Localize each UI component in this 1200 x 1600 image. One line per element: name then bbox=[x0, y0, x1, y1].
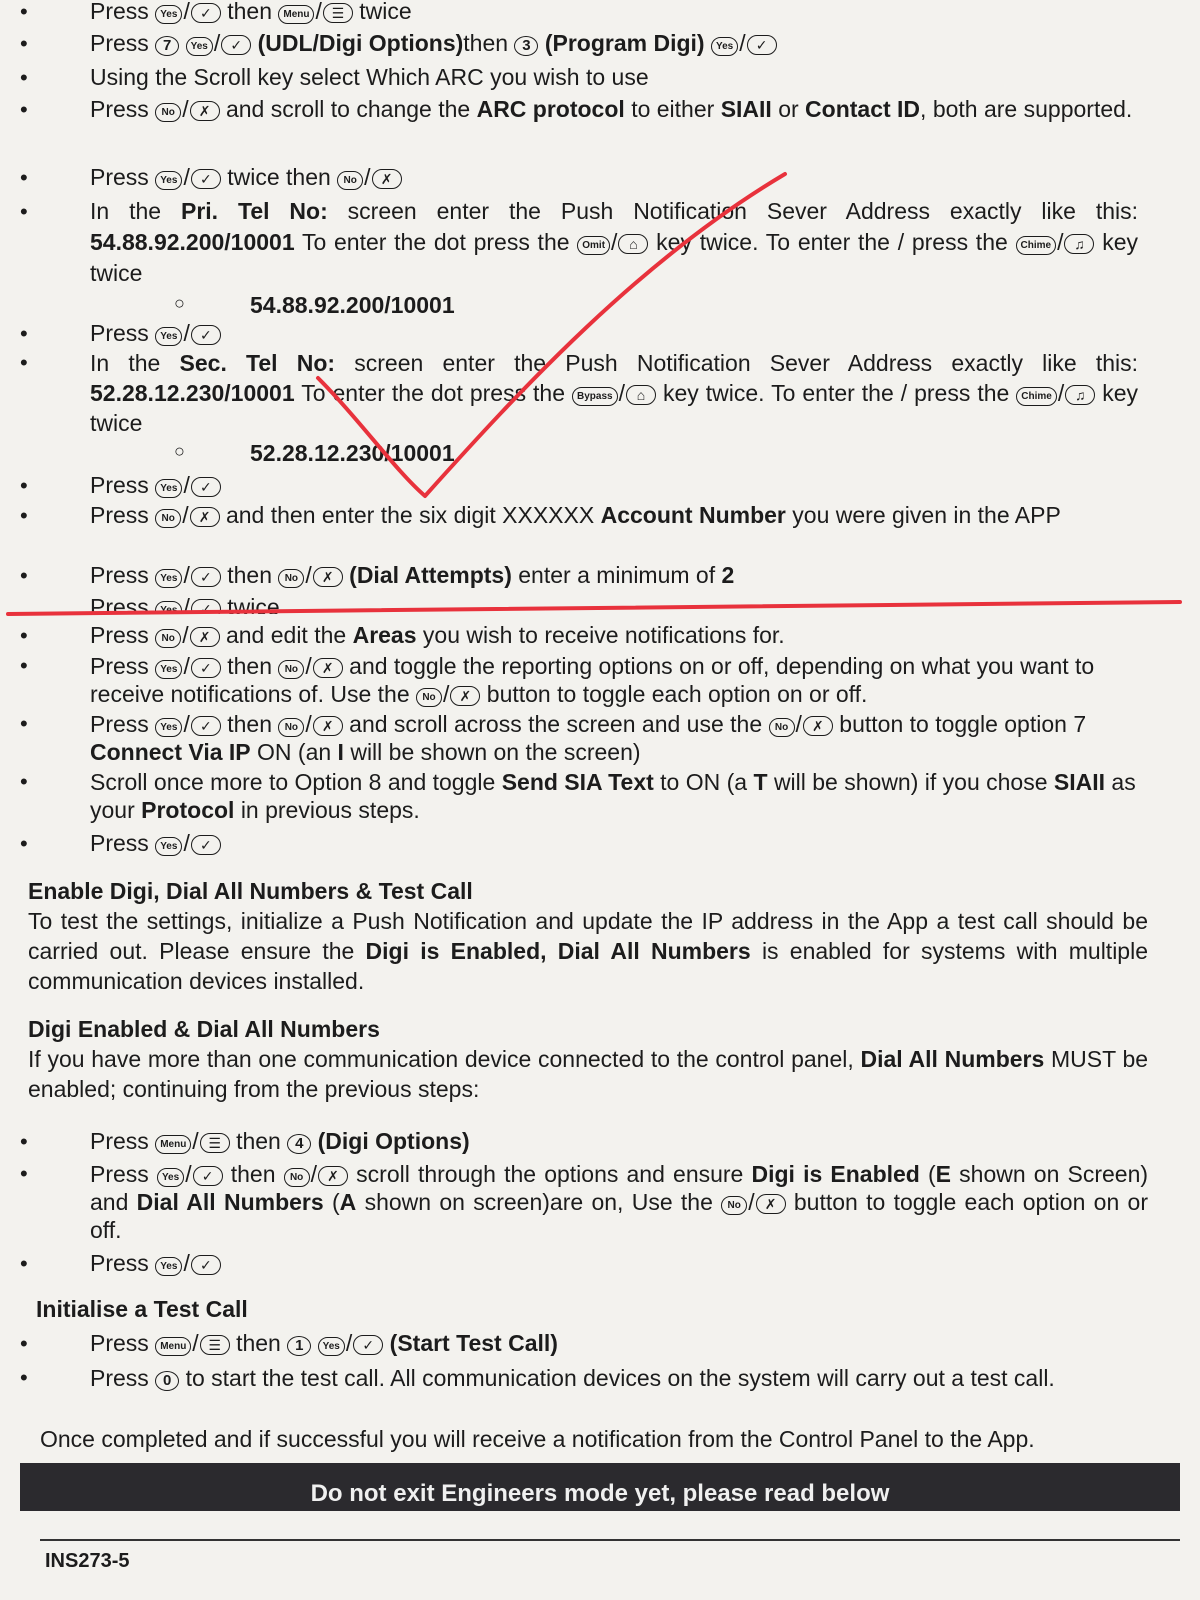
omit-key-icon: Omit bbox=[577, 236, 610, 255]
tick-key-icon: ✓ bbox=[747, 35, 777, 55]
zero-key-icon: 0 bbox=[155, 1371, 179, 1391]
no-key-icon: No bbox=[155, 629, 181, 648]
yes-key-icon: Yes bbox=[155, 327, 182, 346]
tick-key-icon: ✓ bbox=[353, 1335, 383, 1355]
cross-key-icon: ✗ bbox=[372, 169, 402, 189]
tick-key-icon: ✓ bbox=[191, 477, 221, 497]
no-key-icon: No bbox=[278, 718, 304, 737]
no-key-icon: No bbox=[721, 1196, 747, 1215]
step-item: • Press Yes / ✓ twice then No / ✗ bbox=[90, 164, 1170, 191]
red-strike-line bbox=[8, 602, 1180, 614]
yes-key-icon: Yes bbox=[711, 37, 738, 56]
menu-list-key-icon: ☰ bbox=[323, 3, 353, 23]
cross-key-icon: ✗ bbox=[803, 716, 833, 736]
tick-key-icon: ✓ bbox=[191, 658, 221, 678]
step-item: • Press No / ✗ and scroll to change the ARC protocol to either SIAII or Contact ID, both are supported. bbox=[90, 96, 1140, 123]
step-item: • In the Sec. Tel No: screen enter the Push Notification Sever Address exactly like this: 52.28.12.230/10001 To enter the dot press the Bypass / ⌂ key twice. To enter the / press the Chime / ♫ key twice bbox=[90, 348, 1138, 438]
step-item-crossed-out: • Press Yes / ✓ twice bbox=[90, 594, 1170, 614]
section-heading: Initialise a Test Call bbox=[36, 1296, 248, 1322]
cross-key-icon: ✗ bbox=[313, 567, 343, 587]
step-item: • Press 0 to start the test call. All communication devices on the system will carry out a test call. bbox=[90, 1364, 1148, 1392]
chime-key-icon: Chime bbox=[1016, 236, 1057, 255]
tick-key-icon: ✓ bbox=[191, 716, 221, 736]
step-item: • Press No / ✗ and edit the Areas you wish to receive notifications for. bbox=[90, 622, 1170, 649]
tick-key-icon: ✓ bbox=[191, 599, 221, 614]
cross-key-icon: ✗ bbox=[190, 627, 220, 647]
cross-key-icon: ✗ bbox=[756, 1194, 786, 1214]
one-key-icon: 1 bbox=[287, 1336, 311, 1356]
cross-key-icon: ✗ bbox=[450, 686, 480, 706]
home-key-icon: ⌂ bbox=[626, 385, 656, 405]
yes-key-icon: Yes bbox=[155, 837, 182, 856]
step-item: • Press Menu / ☰ then 1 Yes / ✓ (Start Test Call) bbox=[90, 1330, 1170, 1357]
step-item: • Press 7 Yes / ✓ (UDL/Digi Options)then 3 (Program Digi) Yes / ✓ bbox=[90, 30, 1170, 57]
no-key-icon: No bbox=[155, 103, 181, 122]
yes-key-icon: Yes bbox=[186, 37, 213, 56]
music-key-icon: ♫ bbox=[1064, 234, 1094, 254]
bypass-key-icon: Bypass bbox=[572, 387, 618, 406]
step-item: • In the Pri. Tel No: screen enter the Push Notification Sever Address exactly like this: 54.88.92.200/10001 To enter the dot press the Omit / ⌂ key twice. To enter the / press the Chime / ♫ key twice bbox=[90, 196, 1138, 289]
chime-key-icon: Chime bbox=[1016, 387, 1057, 406]
yes-key-icon: Yes bbox=[155, 479, 182, 498]
menu-list-key-icon: ☰ bbox=[200, 1335, 230, 1355]
yes-key-icon: Yes bbox=[155, 569, 182, 588]
red-check-mark bbox=[318, 174, 785, 496]
tick-key-icon: ✓ bbox=[193, 1166, 223, 1186]
no-key-icon: No bbox=[337, 171, 363, 190]
yes-key-icon: Yes bbox=[155, 5, 182, 24]
cross-key-icon: ✗ bbox=[313, 658, 343, 678]
tick-key-icon: ✓ bbox=[191, 1255, 221, 1275]
step-item: • Press Yes / ✓ bbox=[90, 830, 1170, 857]
cross-key-icon: ✗ bbox=[190, 507, 220, 527]
seven-key-icon: 7 bbox=[155, 36, 179, 56]
three-key-icon: 3 bbox=[514, 36, 538, 56]
no-key-icon: No bbox=[284, 1168, 310, 1187]
yes-key-icon: Yes bbox=[155, 1257, 182, 1276]
closing-text: Once completed and if successful you will receive a notification from the Control Panel to the App. bbox=[40, 1426, 1035, 1452]
yes-key-icon: Yes bbox=[155, 718, 182, 737]
no-key-icon: No bbox=[155, 509, 181, 528]
step-item: • Press Yes / ✓ bbox=[90, 1250, 1170, 1277]
tick-key-icon: ✓ bbox=[191, 567, 221, 587]
yes-key-icon: Yes bbox=[318, 1337, 345, 1356]
no-key-icon: No bbox=[278, 660, 304, 679]
tick-key-icon: ✓ bbox=[221, 35, 251, 55]
step-item: • Press Menu / ☰ then 4 (Digi Options) bbox=[90, 1128, 1170, 1155]
step-item: • Press Yes / ✓ then No / ✗ scroll through the options and ensure Digi is Enabled (E shown on Screen) and Dial All Numbers (A shown on screen)are on, Use the No / ✗ button to toggle each option on or off. bbox=[90, 1160, 1148, 1244]
yes-key-icon: Yes bbox=[155, 601, 182, 614]
yes-key-icon: Yes bbox=[155, 660, 182, 679]
document-reference: INS273-5 bbox=[45, 1550, 130, 1572]
section-paragraph: If you have more than one communication device connected to the control panel, Dial All Numbers MUST be enabled; continuing from the previous steps: bbox=[28, 1046, 1149, 1102]
menu-key-icon: Menu bbox=[155, 1337, 191, 1356]
cross-key-icon: ✗ bbox=[190, 101, 220, 121]
step-item: • Press Yes / ✓ then No / ✗ and scroll across the screen and use the No / ✗ button to toggle option 7 Connect Via IP ON (an I will be shown on the screen) bbox=[90, 710, 1145, 766]
section-paragraph: To test the settings, initialize a Push Notification and update the IP address in the App a test call should be carried out. Please ensure the Digi is Enabled, Dial All Numbers is enabled for systems with multiple communication devices installed. bbox=[28, 908, 1148, 994]
step-item: • Press Yes / ✓ bbox=[90, 320, 1170, 347]
yes-key-icon: Yes bbox=[155, 171, 182, 190]
step-item: • Press No / ✗ and then enter the six digit XXXXXX Account Number you were given in the APP bbox=[90, 502, 1140, 529]
section-heading: Digi Enabled & Dial All Numbers bbox=[28, 1016, 380, 1042]
no-key-icon: No bbox=[416, 688, 442, 707]
home-key-icon: ⌂ bbox=[618, 234, 648, 254]
menu-key-icon: Menu bbox=[278, 5, 314, 24]
warning-banner: Do not exit Engineers mode yet, please read below bbox=[20, 1463, 1180, 1511]
tick-key-icon: ✓ bbox=[191, 835, 221, 855]
cross-key-icon: ✗ bbox=[318, 1166, 348, 1186]
four-key-icon: 4 bbox=[287, 1134, 311, 1154]
section-heading: Enable Digi, Dial All Numbers & Test Call bbox=[28, 878, 473, 904]
music-key-icon: ♫ bbox=[1065, 385, 1095, 405]
no-key-icon: No bbox=[278, 569, 304, 588]
step-item: • Press Yes / ✓ bbox=[90, 472, 1170, 499]
step-item: • Using the Scroll key select Which ARC you wish to use bbox=[90, 64, 1170, 91]
sub-item-address: ○ 52.28.12.230/10001 bbox=[250, 440, 455, 467]
tick-key-icon: ✓ bbox=[191, 325, 221, 345]
step-item: • Press Yes / ✓ then No / ✗ (Dial Attempts) enter a minimum of 2 bbox=[90, 562, 1170, 589]
sub-item-address: ○ 54.88.92.200/10001 bbox=[250, 292, 455, 319]
tick-key-icon: ✓ bbox=[191, 169, 221, 189]
menu-list-key-icon: ☰ bbox=[200, 1133, 230, 1153]
yes-key-icon: Yes bbox=[157, 1168, 184, 1187]
step-item: • Scroll once more to Option 8 and toggle Send SIA Text to ON (a T will be shown) if you chose SIAII as your Protocol in previous steps. bbox=[90, 768, 1145, 824]
cross-key-icon: ✗ bbox=[313, 716, 343, 736]
no-key-icon: No bbox=[769, 718, 795, 737]
step-item: • Press Yes / ✓ then Menu / ☰ twice bbox=[90, 0, 1170, 25]
step-item: • Press Yes / ✓ then No / ✗ and toggle the reporting options on or off, depending on what you want to receive notifications of. Use the No / ✗ button to toggle each option on or off. bbox=[90, 652, 1145, 708]
tick-key-icon: ✓ bbox=[191, 3, 221, 23]
menu-key-icon: Menu bbox=[155, 1135, 191, 1154]
